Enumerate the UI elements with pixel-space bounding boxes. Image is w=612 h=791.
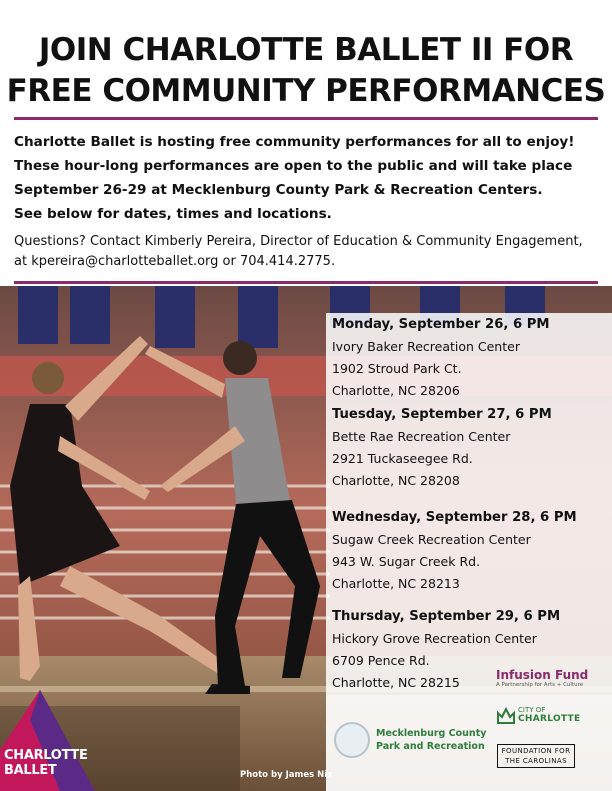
title-line-2: FREE COMMUNITY PERFORMANCES [6,73,606,109]
foundation-line-1: FOUNDATION FOR [501,747,571,755]
contact-paragraph [14,232,604,272]
mecklenburg-logo [334,722,487,762]
city-label [518,706,580,724]
charlotte-ballet-line-2: BALLET [4,763,57,778]
event-street: 6709 Pence Rd. [332,653,430,668]
infusion-fund-name: Infusion Fund [496,668,589,682]
foundation-for-the-carolinas-logo [497,744,575,768]
charlotte-text: CHARLOTTE [518,714,581,724]
event-city: Charlotte, NC 28215 [332,675,460,690]
crown-icon [496,705,516,727]
event-venue: Sugaw Creek Recreation Center [332,532,531,547]
event-wednesday [332,507,608,595]
intro-line-2: These hour-long performances are open to the public and will take place [14,158,573,174]
event-date: Thursday, September 29, 6 PM [332,609,561,624]
infusion-fund-tagline: A Partnership for Arts + Culture [496,682,584,688]
event-city: Charlotte, NC 28213 [332,576,460,591]
photo-credit: Photo by James Nix [240,770,333,780]
city-of-charlotte-logo [496,703,580,729]
schedule-panel [326,313,612,695]
title-line-1: JOIN CHARLOTTE BALLET II FOR [38,32,574,68]
mecklenburg-name: Mecklenburg County [376,728,487,739]
event-street: 2921 Tuckaseegee Rd. [332,451,473,466]
event-street: 1902 Stroud Park Ct. [332,361,462,376]
intro-paragraph [14,130,604,226]
event-venue: Hickory Grove Recreation Center [332,631,537,646]
intro-line-4: See below for dates, times and locations. [14,206,332,222]
intro-line-1: Charlotte Ballet is hosting free community performances for all to enjoy! [14,134,575,150]
event-date: Tuesday, September 27, 6 PM [332,407,552,422]
section-divider [14,281,598,284]
event-venue: Ivory Baker Recreation Center [332,339,520,354]
event-date: Wednesday, September 28, 6 PM [332,510,577,525]
event-venue: Bette Rae Recreation Center [332,429,511,444]
event-tuesday [332,404,608,492]
contact-line-2: at kpereira@charlotteballet.org or 704.414.2775. [14,254,336,269]
infusion-fund-logo [496,668,608,688]
county-seal-icon [334,722,370,758]
charlotte-ballet-line-1: CHARLOTTE [4,748,88,763]
event-street: 943 W. Sugar Creek Rd. [332,554,481,569]
contact-line-1: Questions? Contact Kimberly Pereira, Director of Education & Community Engagement, [14,234,583,249]
intro-line-3: September 26-29 at Mecklenburg County Park & Recreation Centers. [14,182,543,198]
page-title [0,30,612,112]
event-date: Monday, September 26, 6 PM [332,317,550,332]
foundation-line-2: THE CAROLINAS [505,757,567,765]
city-of-text: CITY OF [518,706,546,714]
event-monday [332,314,608,402]
event-city: Charlotte, NC 28206 [332,383,460,398]
charlotte-ballet-logo [4,748,88,778]
title-divider [14,117,598,120]
event-city: Charlotte, NC 28208 [332,473,460,488]
mecklenburg-division: Park and Recreation [376,741,485,752]
